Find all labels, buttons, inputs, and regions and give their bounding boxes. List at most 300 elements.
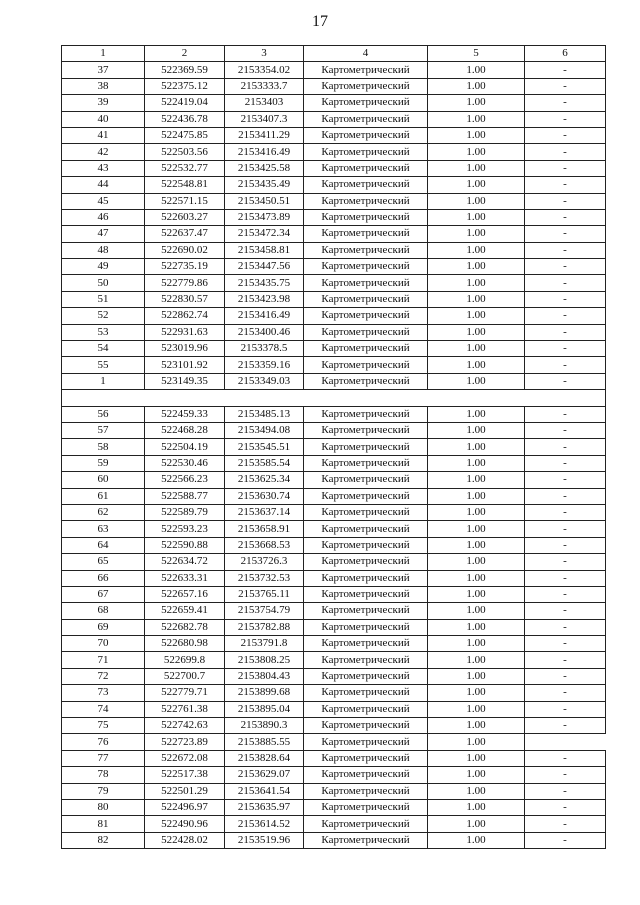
table-row — [62, 127, 606, 143]
table-cell: 1.00 — [428, 783, 525, 799]
table-cell: Картометрический — [304, 439, 428, 455]
table-cell: 1.00 — [428, 144, 525, 160]
table-cell: 1.00 — [428, 701, 525, 717]
table-cell: 2153732.53 — [225, 570, 304, 586]
table-cell: 2153899.68 — [225, 685, 304, 701]
table-row — [62, 357, 606, 373]
table-cell: 1.00 — [428, 718, 525, 734]
table-cell: 522634.72 — [145, 554, 225, 570]
table-cell: Картометрический — [304, 242, 428, 258]
table-cell: - — [525, 537, 606, 553]
header-cell: 5 — [428, 46, 525, 62]
table-cell: 1.00 — [428, 193, 525, 209]
table-header-row — [62, 46, 606, 62]
table-cell: - — [525, 406, 606, 422]
table-cell: 522659.41 — [145, 603, 225, 619]
table-cell: 522530.46 — [145, 455, 225, 471]
table-row — [62, 652, 606, 668]
table-cell: 1.00 — [428, 275, 525, 291]
table-row — [62, 111, 606, 127]
table-cell: 1.00 — [428, 652, 525, 668]
table-cell: - — [525, 619, 606, 635]
table-cell: 1.00 — [428, 668, 525, 684]
table-cell: Картометрический — [304, 685, 428, 701]
table-cell: 522931.63 — [145, 324, 225, 340]
table-cell: Картометрический — [304, 488, 428, 504]
table-row — [62, 439, 606, 455]
table-cell: 522761.38 — [145, 701, 225, 717]
table-cell: - — [525, 636, 606, 652]
table-row — [62, 701, 606, 717]
table-cell: 43 — [62, 160, 145, 176]
table-cell: 1.00 — [428, 554, 525, 570]
table-cell: Картометрический — [304, 226, 428, 242]
table-cell: Картометрический — [304, 799, 428, 815]
table-cell: 522680.98 — [145, 636, 225, 652]
table-row — [62, 799, 606, 815]
table-cell: 80 — [62, 799, 145, 815]
table-cell — [525, 734, 606, 750]
table-cell: 2153630.74 — [225, 488, 304, 504]
table-row — [62, 291, 606, 307]
table-cell: 72 — [62, 668, 145, 684]
table-cell: 522419.04 — [145, 95, 225, 111]
table-cell: 1.00 — [428, 209, 525, 225]
table-cell: Картометрический — [304, 275, 428, 291]
table-cell: 2153765.11 — [225, 586, 304, 602]
table-cell: 2153782.88 — [225, 619, 304, 635]
table-row — [62, 209, 606, 225]
table-cell: 522830.57 — [145, 291, 225, 307]
table-cell: 79 — [62, 783, 145, 799]
table-cell: 69 — [62, 619, 145, 635]
table-cell: 64 — [62, 537, 145, 553]
table-cell: 47 — [62, 226, 145, 242]
table-cell: - — [525, 504, 606, 520]
table-cell: 522682.78 — [145, 619, 225, 635]
table-cell: 40 — [62, 111, 145, 127]
table-cell: 67 — [62, 586, 145, 602]
table-cell: Картометрический — [304, 455, 428, 471]
table-cell: - — [525, 685, 606, 701]
table-cell: Картометрический — [304, 750, 428, 766]
table-cell: 1.00 — [428, 537, 525, 553]
table-row — [62, 783, 606, 799]
table-cell: Картометрический — [304, 816, 428, 832]
table-cell: 81 — [62, 816, 145, 832]
table-cell: 522637.47 — [145, 226, 225, 242]
table-cell: - — [525, 111, 606, 127]
table-cell: 522375.12 — [145, 78, 225, 94]
table-cell: 2153423.98 — [225, 291, 304, 307]
table-cell: Картометрический — [304, 554, 428, 570]
table-row — [62, 586, 606, 602]
table-cell: 1.00 — [428, 734, 525, 750]
table-cell: Картометрический — [304, 324, 428, 340]
table-cell: 2153472.34 — [225, 226, 304, 242]
table-cell: Картометрический — [304, 111, 428, 127]
table-cell: 522490.96 — [145, 816, 225, 832]
table-cell: 1 — [62, 373, 145, 389]
table-cell: - — [525, 554, 606, 570]
table-cell: Картометрический — [304, 636, 428, 652]
table-cell: Картометрический — [304, 373, 428, 389]
table-cell: 522690.02 — [145, 242, 225, 258]
table-cell: 2153416.49 — [225, 308, 304, 324]
table-cell: Картометрический — [304, 603, 428, 619]
table-cell: 522503.56 — [145, 144, 225, 160]
table-row — [62, 62, 606, 78]
table-cell: 522862.74 — [145, 308, 225, 324]
table-cell: 523101.92 — [145, 357, 225, 373]
table-cell: 1.00 — [428, 504, 525, 520]
table-cell: - — [525, 209, 606, 225]
table-cell: 2153400.46 — [225, 324, 304, 340]
table-cell: 1.00 — [428, 799, 525, 815]
table-cell: Картометрический — [304, 308, 428, 324]
table-cell: Картометрический — [304, 570, 428, 586]
table-row — [62, 177, 606, 193]
table-row — [62, 259, 606, 275]
table-row — [62, 504, 606, 520]
table-cell: 46 — [62, 209, 145, 225]
table-cell: - — [525, 439, 606, 455]
table-cell: Картометрический — [304, 668, 428, 684]
table-cell: 53 — [62, 324, 145, 340]
table-cell: 522468.28 — [145, 422, 225, 438]
table-cell: 2153333.7 — [225, 78, 304, 94]
table-row — [62, 406, 606, 422]
table-cell: 2153625.34 — [225, 472, 304, 488]
table-cell: 1.00 — [428, 488, 525, 504]
table-cell: 1.00 — [428, 586, 525, 602]
table-cell: 1.00 — [428, 324, 525, 340]
table-cell: 522779.71 — [145, 685, 225, 701]
table-cell: 1.00 — [428, 570, 525, 586]
table-cell: 50 — [62, 275, 145, 291]
table-cell: 41 — [62, 127, 145, 143]
table-cell: 522369.59 — [145, 62, 225, 78]
table-cell: 1.00 — [428, 455, 525, 471]
table-cell: 1.00 — [428, 832, 525, 848]
table-separator-row — [62, 390, 606, 406]
table-cell: 2153791.8 — [225, 636, 304, 652]
table-cell: Картометрический — [304, 209, 428, 225]
table-cell: 61 — [62, 488, 145, 504]
table-cell: 1.00 — [428, 111, 525, 127]
table-cell: 39 — [62, 95, 145, 111]
table-cell: 522548.81 — [145, 177, 225, 193]
table-cell: - — [525, 291, 606, 307]
table-cell: 2153585.54 — [225, 455, 304, 471]
table-cell: 522633.31 — [145, 570, 225, 586]
table-cell: Картометрический — [304, 619, 428, 635]
table-cell: Картометрический — [304, 832, 428, 848]
table-row — [62, 619, 606, 635]
table-row — [62, 422, 606, 438]
table-cell: - — [525, 422, 606, 438]
table-cell: 1.00 — [428, 127, 525, 143]
table-cell: 2153403 — [225, 95, 304, 111]
table-cell: 2153637.14 — [225, 504, 304, 520]
table-row — [62, 537, 606, 553]
table-cell: - — [525, 308, 606, 324]
table-cell: - — [525, 767, 606, 783]
table-cell: - — [525, 160, 606, 176]
table-cell: Картометрический — [304, 767, 428, 783]
table-cell: 45 — [62, 193, 145, 209]
table-cell: 70 — [62, 636, 145, 652]
table-row — [62, 750, 606, 766]
table-cell: Картометрический — [304, 537, 428, 553]
table-cell: 1.00 — [428, 78, 525, 94]
table-cell: 2153407.3 — [225, 111, 304, 127]
table-row — [62, 521, 606, 537]
page-number: 17 — [312, 13, 328, 30]
table-cell: - — [525, 226, 606, 242]
table-cell: 2153885.55 — [225, 734, 304, 750]
table-cell: 2153435.49 — [225, 177, 304, 193]
table-cell: - — [525, 652, 606, 668]
table-cell: 2153635.97 — [225, 799, 304, 815]
table-cell: 2153494.08 — [225, 422, 304, 438]
table-cell: 73 — [62, 685, 145, 701]
table-row — [62, 554, 606, 570]
table-row — [62, 144, 606, 160]
table-cell: Картометрический — [304, 144, 428, 160]
table-cell: - — [525, 177, 606, 193]
table-cell: 2153629.07 — [225, 767, 304, 783]
table-cell: 1.00 — [428, 226, 525, 242]
table-row — [62, 472, 606, 488]
table-cell: 2153545.51 — [225, 439, 304, 455]
table-cell: - — [525, 324, 606, 340]
table-cell: Картометрический — [304, 259, 428, 275]
table-cell: - — [525, 357, 606, 373]
table-cell: 2153458.81 — [225, 242, 304, 258]
table-cell: 58 — [62, 439, 145, 455]
table-cell: Картометрический — [304, 95, 428, 111]
table-cell: Картометрический — [304, 193, 428, 209]
header-cell: 4 — [304, 46, 428, 62]
table-cell: 71 — [62, 652, 145, 668]
table-row — [62, 636, 606, 652]
table-cell: 74 — [62, 701, 145, 717]
table-row — [62, 193, 606, 209]
table-cell: 65 — [62, 554, 145, 570]
table-cell: 522589.79 — [145, 504, 225, 520]
table-cell: - — [525, 95, 606, 111]
table-cell: 1.00 — [428, 521, 525, 537]
table-cell: 522496.97 — [145, 799, 225, 815]
table-cell: 522428.02 — [145, 832, 225, 848]
table-cell: 1.00 — [428, 62, 525, 78]
table-cell: 522475.85 — [145, 127, 225, 143]
table-cell: - — [525, 832, 606, 848]
table-row — [62, 767, 606, 783]
table-cell: 2153804.43 — [225, 668, 304, 684]
table-cell: 1.00 — [428, 341, 525, 357]
table-cell: 82 — [62, 832, 145, 848]
table-cell: - — [525, 783, 606, 799]
table-cell: 522517.38 — [145, 767, 225, 783]
table-cell: 51 — [62, 291, 145, 307]
table-cell: 522593.23 — [145, 521, 225, 537]
table-cell: 522742.63 — [145, 718, 225, 734]
table-row — [62, 78, 606, 94]
table-cell: - — [525, 275, 606, 291]
table-cell: 1.00 — [428, 259, 525, 275]
table-cell: 66 — [62, 570, 145, 586]
table-cell: 75 — [62, 718, 145, 734]
table-cell: - — [525, 603, 606, 619]
table-row — [62, 832, 606, 848]
header-cell: 6 — [525, 46, 606, 62]
table-cell: - — [525, 668, 606, 684]
table-cell: Картометрический — [304, 62, 428, 78]
table-cell: 76 — [62, 734, 145, 750]
table-cell: Картометрический — [304, 422, 428, 438]
table-cell: Картометрический — [304, 652, 428, 668]
header-cell: 3 — [225, 46, 304, 62]
table-cell: 1.00 — [428, 750, 525, 766]
table-cell: 2153425.58 — [225, 160, 304, 176]
table-cell: 1.00 — [428, 177, 525, 193]
table-cell: 522532.77 — [145, 160, 225, 176]
table-cell: 49 — [62, 259, 145, 275]
table-cell: 1.00 — [428, 95, 525, 111]
table-cell: Картометрический — [304, 177, 428, 193]
table-cell: Картометрический — [304, 718, 428, 734]
table-row — [62, 373, 606, 389]
coordinates-table — [61, 45, 606, 849]
table-cell: Картометрический — [304, 127, 428, 143]
table-row — [62, 324, 606, 340]
table-cell: 52 — [62, 308, 145, 324]
table-cell: 1.00 — [428, 373, 525, 389]
table-cell: - — [525, 718, 606, 734]
table-cell: 522735.19 — [145, 259, 225, 275]
table-cell: - — [525, 701, 606, 717]
table-cell: - — [525, 144, 606, 160]
table-cell: - — [525, 488, 606, 504]
table-cell: - — [525, 193, 606, 209]
table-cell: 38 — [62, 78, 145, 94]
table-cell: Картометрический — [304, 341, 428, 357]
table-cell: Картометрический — [304, 472, 428, 488]
table-cell: 44 — [62, 177, 145, 193]
table-cell: 2153485.13 — [225, 406, 304, 422]
table-cell: Картометрический — [304, 160, 428, 176]
table-cell: - — [525, 472, 606, 488]
table-cell: 2153349.03 — [225, 373, 304, 389]
table-cell: 2153416.49 — [225, 144, 304, 160]
table-cell: 2153726.3 — [225, 554, 304, 570]
table-cell: - — [525, 799, 606, 815]
table-cell: - — [525, 78, 606, 94]
table-cell: 2153411.29 — [225, 127, 304, 143]
table-row — [62, 275, 606, 291]
table-cell: 522699.8 — [145, 652, 225, 668]
table-cell: 1.00 — [428, 619, 525, 635]
table-cell: 1.00 — [428, 308, 525, 324]
table-cell: 2153668.53 — [225, 537, 304, 553]
table-cell: - — [525, 259, 606, 275]
table-cell: Картометрический — [304, 701, 428, 717]
table-cell: - — [525, 373, 606, 389]
table-cell: 2153895.04 — [225, 701, 304, 717]
table-cell: 522672.08 — [145, 750, 225, 766]
table-cell: 522723.89 — [145, 734, 225, 750]
table-cell: 2153614.52 — [225, 816, 304, 832]
table-row — [62, 816, 606, 832]
table-cell: 54 — [62, 341, 145, 357]
table-row — [62, 455, 606, 471]
table-cell: 1.00 — [428, 160, 525, 176]
table-cell: - — [525, 816, 606, 832]
table-cell: - — [525, 341, 606, 357]
table-cell: 2153378.5 — [225, 341, 304, 357]
table-cell: 42 — [62, 144, 145, 160]
table-cell: 1.00 — [428, 603, 525, 619]
table-cell: 2153890.3 — [225, 718, 304, 734]
table-cell: - — [525, 62, 606, 78]
table-cell: 1.00 — [428, 439, 525, 455]
table-row — [62, 488, 606, 504]
table-cell: 2153354.02 — [225, 62, 304, 78]
table-cell: 523019.96 — [145, 341, 225, 357]
table-cell: 1.00 — [428, 357, 525, 373]
table-cell: 2153658.91 — [225, 521, 304, 537]
table-row — [62, 570, 606, 586]
table-cell: 1.00 — [428, 816, 525, 832]
table-cell: Картометрический — [304, 406, 428, 422]
table-cell: 1.00 — [428, 636, 525, 652]
table-cell: 522657.16 — [145, 586, 225, 602]
table-cell: 522588.77 — [145, 488, 225, 504]
table-cell: Картометрический — [304, 357, 428, 373]
table-cell: 1.00 — [428, 242, 525, 258]
table-cell: 522603.27 — [145, 209, 225, 225]
table-cell: 522779.86 — [145, 275, 225, 291]
table-cell: 522459.33 — [145, 406, 225, 422]
table-cell: 522504.19 — [145, 439, 225, 455]
table-cell: 57 — [62, 422, 145, 438]
table-cell: - — [525, 750, 606, 766]
table-row — [62, 308, 606, 324]
table-cell: 2153435.75 — [225, 275, 304, 291]
table-cell: - — [525, 521, 606, 537]
table-cell: - — [525, 586, 606, 602]
table-cell: Картометрический — [304, 586, 428, 602]
table-cell: 78 — [62, 767, 145, 783]
table-cell: 522501.29 — [145, 783, 225, 799]
table-row — [62, 242, 606, 258]
table-row — [62, 95, 606, 111]
table-cell: 1.00 — [428, 685, 525, 701]
table-cell: 2153447.56 — [225, 259, 304, 275]
table-cell: 2153519.96 — [225, 832, 304, 848]
table-cell: 59 — [62, 455, 145, 471]
table-cell: Картометрический — [304, 521, 428, 537]
table-row — [62, 734, 606, 750]
table-cell: 2153754.79 — [225, 603, 304, 619]
table-cell: 2153808.25 — [225, 652, 304, 668]
table-cell: Картометрический — [304, 291, 428, 307]
table-cell: 48 — [62, 242, 145, 258]
table-cell: Картометрический — [304, 734, 428, 750]
table-cell: 2153641.54 — [225, 783, 304, 799]
